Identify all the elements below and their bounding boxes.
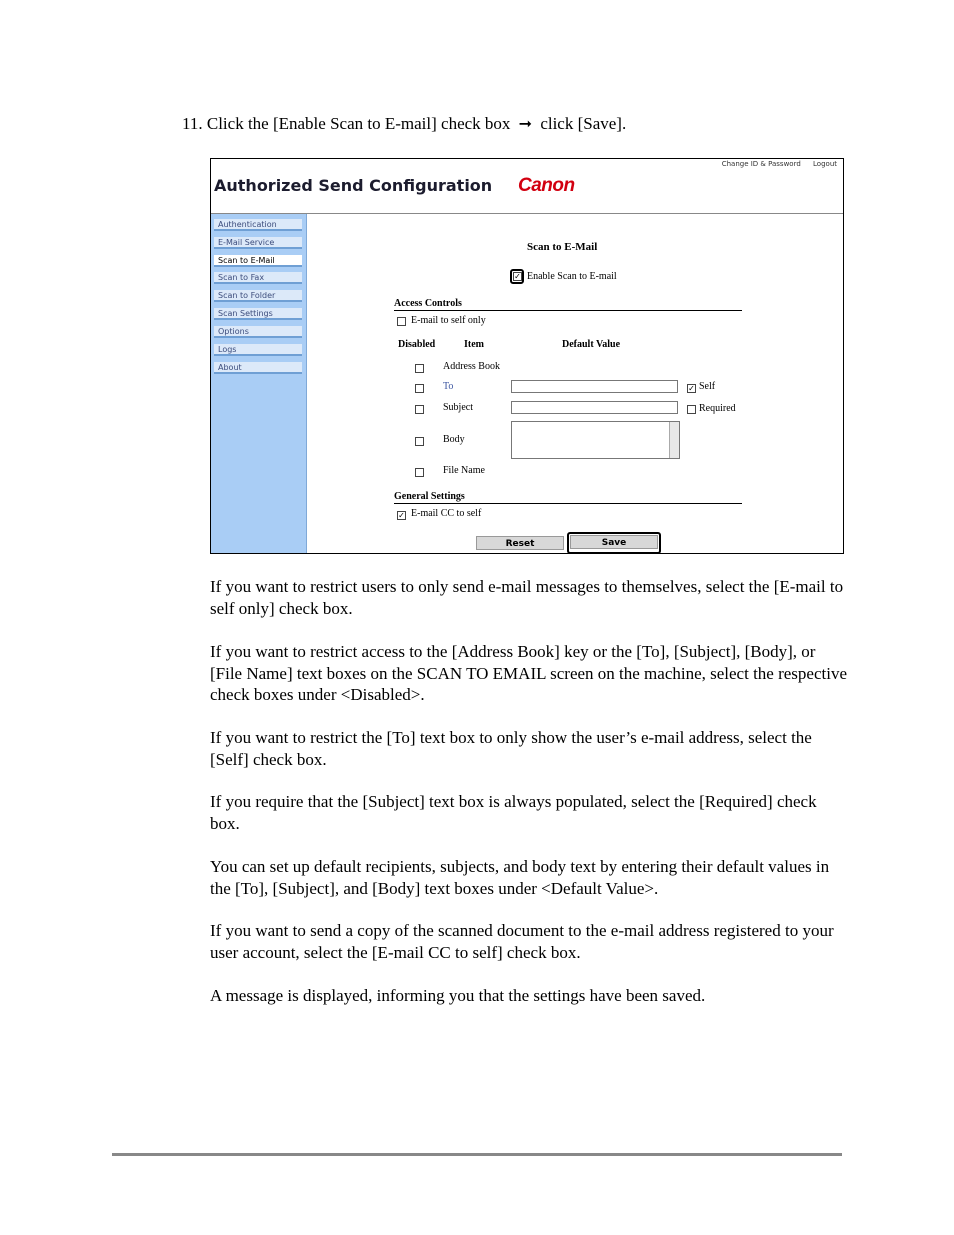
- col-default: Default Value: [562, 339, 621, 350]
- nav-about[interactable]: About: [214, 362, 302, 374]
- required-checkbox[interactable]: [687, 405, 696, 414]
- subject-input[interactable]: [511, 401, 678, 414]
- main-panel: [307, 214, 843, 553]
- step-text: 11. Click the [Enable Scan to E-mail] check box: [182, 114, 511, 133]
- row-body: Body: [443, 434, 465, 445]
- arrow-icon: ➞: [518, 114, 533, 133]
- self-only-checkbox[interactable]: [397, 317, 406, 326]
- save-button[interactable]: Save: [570, 535, 658, 549]
- access-controls-heading: Access Controls: [394, 298, 462, 309]
- body-textarea[interactable]: [511, 421, 680, 459]
- sidebar: [211, 214, 307, 553]
- nav-scan-to-email[interactable]: Scan to E-Mail: [214, 255, 302, 267]
- reset-button[interactable]: Reset: [476, 536, 564, 550]
- nav-scan-settings[interactable]: Scan Settings: [214, 308, 302, 320]
- app-title: Authorized Send Configuration: [214, 176, 493, 195]
- step-text-after: click [Save].: [540, 114, 627, 133]
- row-address-book: Address Book: [443, 361, 500, 372]
- page-heading: Scan to E-Mail: [527, 241, 598, 253]
- disable-file-name-checkbox[interactable]: [415, 468, 424, 477]
- disable-body-checkbox[interactable]: [415, 437, 424, 446]
- paragraph-cc-self: If you want to send a copy of the scanned document to the e-mail address registered to your user account, select the [E-mail CC to self] check box.: [210, 921, 834, 962]
- canon-logo: Canon: [518, 175, 575, 196]
- logout-link[interactable]: Logout: [813, 160, 837, 168]
- disable-subject-checkbox[interactable]: [415, 405, 424, 414]
- config-screenshot: [210, 158, 844, 554]
- general-settings-divider: [394, 503, 742, 504]
- self-label: Self: [699, 381, 716, 392]
- nav-logs[interactable]: Logs: [214, 344, 302, 356]
- paragraph-saved-message: A message is displayed, informing you that the settings have been saved.: [210, 986, 706, 1005]
- required-label: Required: [699, 403, 736, 414]
- cc-self-checkbox[interactable]: ✓: [398, 511, 405, 520]
- paragraph-self-only: If you want to restrict users to only send e-mail messages to themselves, select the [E-mail to self only] check box.: [210, 577, 844, 618]
- self-only-label: E-mail to self only: [411, 315, 486, 326]
- enable-checkbox[interactable]: ✓: [514, 272, 521, 281]
- self-checkbox[interactable]: ✓: [688, 384, 695, 393]
- paragraph-required: If you require that the [Subject] text box is always populated, select the [Required] check box.: [210, 792, 817, 833]
- general-settings-heading: General Settings: [394, 491, 465, 502]
- change-password-link[interactable]: Change ID & Password: [721, 160, 801, 168]
- access-controls-divider: [394, 310, 742, 311]
- row-to: To: [443, 381, 454, 392]
- disable-address-book-checkbox[interactable]: [415, 364, 424, 373]
- nav-scan-to-fax[interactable]: Scan to Fax: [214, 272, 302, 284]
- disable-to-checkbox[interactable]: [415, 384, 424, 393]
- footer-rule: [112, 1153, 842, 1156]
- col-disabled: Disabled: [398, 339, 436, 350]
- step-instruction: [182, 114, 626, 134]
- nav-scan-to-folder[interactable]: Scan to Folder: [214, 290, 302, 302]
- nav-authentication[interactable]: Authentication: [214, 219, 302, 231]
- body-scrollbar[interactable]: [669, 422, 679, 458]
- to-input[interactable]: [511, 380, 678, 393]
- paragraph-default-values: You can set up default recipients, subjects, and body text by entering their default values in the [To], [Subject], and [Body] text boxes under <Default Value>.: [210, 857, 830, 898]
- row-subject: Subject: [443, 402, 473, 413]
- paragraph-self: If you want to restrict the [To] text box to only show the user’s e-mail address, select the [Self] check box.: [210, 728, 812, 769]
- cc-self-label: E-mail CC to self: [411, 508, 482, 519]
- col-item: Item: [464, 339, 484, 350]
- top-links: [712, 160, 837, 168]
- row-file-name: File Name: [443, 465, 485, 476]
- enable-label: Enable Scan to E-mail: [527, 271, 617, 282]
- nav-email-service[interactable]: E-Mail Service: [214, 237, 302, 249]
- nav-options[interactable]: Options: [214, 326, 302, 338]
- paragraph-disabled: If you want to restrict access to the [Address Book] key or the [To], [Subject], [Body], or [File Name] text boxes on the SCAN TO EMAIL screen on the machine, select the respective check boxes under <Disabled>.: [210, 642, 848, 704]
